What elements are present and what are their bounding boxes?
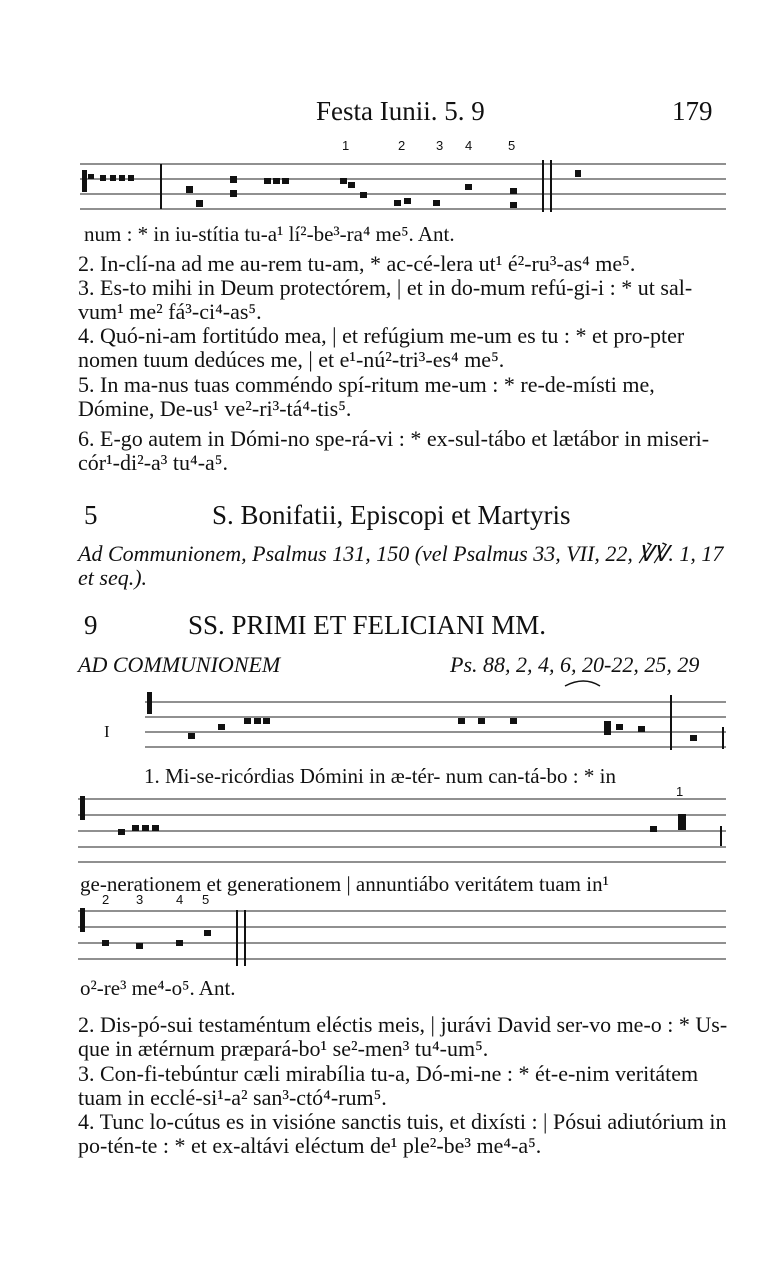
tone-number: 2 <box>398 138 406 153</box>
section-label: AD COMMUNIONEM <box>78 652 281 677</box>
tone-number: 4 <box>465 138 473 153</box>
tone-number: 1 <box>676 784 684 799</box>
mode-number: I <box>104 722 110 741</box>
psalm-verse: 3. Con-fi-tebúntur cæli mirabília tu-a, Dó-mi-ne : * ét-e-nim veritátem tuam in ecclé-si¹-a² san³-ctó⁴-rum⁵. <box>78 1061 699 1110</box>
psalm-verse: 2. In-clí-na ad me au-rem tu-am, * ac-cé-lera ut¹ é²-ru³-as⁴ me⁵. <box>78 251 636 276</box>
page-number: 179 <box>672 96 713 126</box>
tone-number: 2 <box>102 892 110 907</box>
tone-number: 3 <box>436 138 444 153</box>
chant-lyrics: 1. Mi-se-ricórdias Dómini in æ-tér- num can-tá-bo : * in <box>144 764 616 788</box>
feast-day: 9 <box>84 610 98 640</box>
psalm-verse: 6. E-go autem in Dómi-no spe-rá-vi : * ex-sul-tábo et lætábor in miseri-cór¹-di²-a³ tu⁴-a⁵. <box>78 426 710 475</box>
tone-number: 5 <box>508 138 516 153</box>
tone-number: 3 <box>136 892 144 907</box>
psalm-verse: 4. Quó-ni-am fortitúdo mea, | et refúgium me-um es tu : * et pro-pter nomen tuum dedúces me, | et e¹-nú²-tri³-es⁴ me⁵. <box>78 323 685 372</box>
tone-number: 1 <box>342 138 350 153</box>
chant-lyrics: ge-nerationem et generationem | annuntiábo veritátem tuam in¹ <box>80 872 609 896</box>
psalm-verse: 5. In ma-nus tuas comméndo spí-ritum me-um : * re-de-místi me, Dómine, De-us¹ ve²-ri³-tá⁴-tis⁵. <box>78 372 655 421</box>
chant-lyrics: num : * in iu-stítia tu-a¹ lí²-be³-ra⁴ me⁵. Ant. <box>84 222 455 246</box>
psalm-verse: 3. Es-to mihi in Deum protectórem, | et in do-mum refú-gi-i : * ut sal-vum¹ me² fá³-ci⁴-as⁵. <box>78 275 693 324</box>
feast-title: SS. PRIMI ET FELICIANI MM. <box>188 610 547 640</box>
psalm-verse: 2. Dis-pó-sui testaméntum eléctis meis, | jurávi David ser-vo me-o : * Us-que in ætérnum præpará-bo¹ se²-men³ tu⁴-um⁵. <box>78 1012 728 1061</box>
feast-day: 5 <box>84 500 98 530</box>
feast-reference: Ad Communionem, Psalmus 131, 150 (vel Psalmus 33, VII, 22, ℣℣. 1, 17 et seq.). <box>78 541 724 590</box>
running-title: Festa Iunii. 5. 9 <box>316 96 485 126</box>
psalm-verse: 4. Tunc lo-cútus es in visióne sanctis tuis, et dixísti : | Pósui adiutórium in po-tén-te : * et ex-altávi eléctum de¹ ple²-be³ me⁴-a⁵. <box>78 1109 727 1158</box>
tone-number: 5 <box>202 892 210 907</box>
psalm-reference: Ps. 88, 2, 4, 6, 20-22, 25, 29 <box>450 652 700 677</box>
feast-title: S. Bonifatii, Episcopi et Martyris <box>212 500 571 530</box>
chant-lyrics: o²-re³ me⁴-o⁵. Ant. <box>80 976 236 1000</box>
tone-number: 4 <box>176 892 184 907</box>
